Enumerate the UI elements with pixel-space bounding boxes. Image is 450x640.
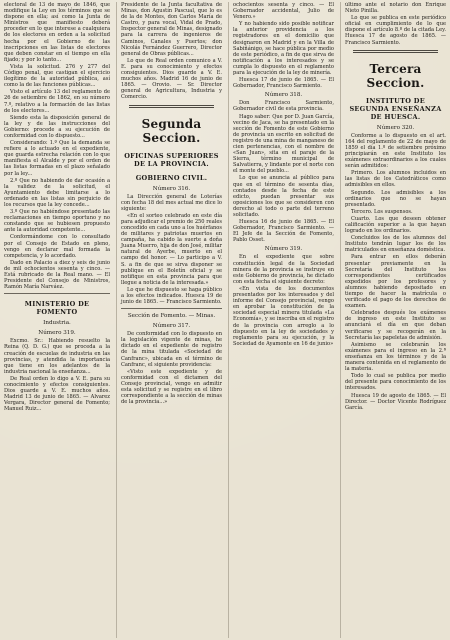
paragraph: Dado en Palacio a diez y seis de junio de mil ochocientos sesenta y cinco. — Está rubricado de la Real mano. — El Presidente del Consejo de Ministros, Ramón María Narváez. [4,259,110,291]
section-title: Segunda Seccion. [141,116,202,145]
divider [129,105,214,108]
paragraph: Huesca 19 de agosto de 1865. — El Director. — Doctor Vicente Rodríguez García. [345,392,446,411]
paragraph: Celebrados después los exámenes de ingreso en este Instituto se anunciará el día en que deban verificarse y se recogerán en la Secretaría las papeletas de admisión. [345,310,446,341]
paragraph: Presidente de la Junta facultativa de Minas, don Agustín Pascual, que lo es de la de Montes, don Carlos María de Castro, y para vocal, Vidal de Prado, Inspector general de Minas, designado para la carrera de ingenieros de Caminos, Canales y Puertos; don Nicolás Fernández Guerrero, Director general de Obras públicas... [121,2,222,57]
paragraph: 3.º Que no habiéndose presentado las reclamaciones en tiempo oportuno y no constando que se hubiesen propuesto ante la autoridad competente... [4,209,110,234]
section-heading: GOBIERNO CIVIL. [135,173,208,182]
paragraph: Visto el artículo 13 del reglamento de 26 de setiembre de 1862, en su número 7.º, relativo a la formación de las listas de los electores... [4,89,110,114]
paragraph: Conforme a lo dispuesto en el art. 164 del reglamento de 22 de mayo de 1859 el día 1.º de setiembre próximo principiarán en este Instituto los exámenes extraordinarios a los cuales serán admitidos: [345,132,446,170]
section-heading: OFICINAS SUPERIORES DE LA PROVINCIA. [124,151,219,168]
paragraph: Lo que se publica en este periódico oficial en cumplimiento de lo que dispone el artículo 8.º de la citada Ley. Huesca 17 de agosto de 1865. — Francisco Sarmiento. [345,15,446,46]
paragraph: Concluidos los de los alumnos del Instituto tendrán lugar los de los matriculados en enseñanza doméstica. [345,235,446,254]
paragraph: Huesca 17 de junio de 1865. — El Gobernador, Francisco Sarmiento. [233,77,334,90]
divider [4,293,110,294]
paragraph: Lo que he dispuesto se haga público a los efectos indicados. Huesca 19 de junio de 1865. — Francisco Sarmiento. [121,286,222,306]
paragraph: De conformidad con lo dispuesto en la legislación vigente de minas, he dictado en el expediente de registro de la mina titulada «Sociedad de Canfranc», ubicada en el término de Canfranc, el siguiente providencia: [121,331,222,368]
column-2 [116,2,222,638]
item-number: Número 317. [152,323,191,330]
item-number: Número 320. [376,124,415,131]
paragraph: Conformándome con lo consultado por el Consejo de Estado en pleno, vengo en declarar mal formada la competencia, y lo acordado. [4,234,110,259]
paragraph: último ante el notario don Enrique Nieto Pinilla. [345,2,446,15]
paragraph: Excmo. Sr.: Habiendo resuelto la Reina (Q. D. G.) que se proceda a la creación de escuelas de industria en las provincias, y atendida la importancia que tiene en los adelantos de la industria nacional la enseñanza... [4,338,110,375]
paragraph: Considerando: 1.º Que la demanda se refiere a lo actuado en el expediente, que guarda estrecha relación con lo que manifiesta el Alcalde y por el orden de las listas formadas en el plazo señalado por la ley... [4,140,110,177]
section-title: Tercera Seccion. [366,61,425,90]
paragraph: Huesca 16 de junio de 1865. — El Gobernador, Francisco Sarmiento. — El Jefe de la Sección de Fomento, Pablo Osset. [233,219,334,244]
paragraph: Siendo esta la disposición general de la ley y de las instrucciones del Gobierno: procede a su ejecución de conformidad con lo dispuesto... [4,114,110,139]
paragraph: 2.º Que no habiendo de dar ocasión a la validez de la solicitud, el Ayuntamiento debe limitarse a lo ordenado en las listas sin perjuicio de los recursos que la ley concede... [4,177,110,208]
paragraph: Segundo. Los admisibles a los ordinarios que no se hayan presentado. [345,189,446,208]
section-heading: MINISTERIO DE FOMENTO [24,300,90,317]
paragraph: Todo lo cual se publica por medio del presente para conocimiento de los interesados. [345,373,446,392]
paragraph: De Real orden lo digo a V. E. para su conocimiento y efectos consiguientes. Dios guarde a V. E. muchos años. Madrid 13 de junio de 1865. — Alvarez Vergara, Director general de Fomento; Manuel Ruiz... [4,375,110,413]
paragraph: «Visto este expediente y de conformidad con el dictamen del Consejo provincial, vengo en admitir esta solicitud y se registre en el libro correspondiente a la sección de minas de la provincia...» [121,368,222,406]
divider [353,50,438,53]
column-4 [340,2,446,638]
paragraph: ochocientos sesenta y cinco. — El Gobernador accidental, Julio de Venero.» [233,2,334,21]
divider [121,308,222,309]
item-number: Número 316. [152,185,191,192]
paragraph: «En vista de los documentos presentados por los interesados y del informe del Consejo provincial, vengo en aprobar la constitución de la sociedad especial minera titulada «La Economía», y se inscriba en el registro de la provincia con arreglo a lo dispuesto en la ley de sociedades y reglamento para su ejecución, y la Sociedad de Ayamonte en 16 de junio» [233,285,334,347]
paragraph: Don Francisco Sarmiento, Gobernador civil de esta provincia. [233,100,334,113]
paragraph: Asimismo se celebrarán los exámenes para el ingreso en la 2.ª enseñanza en los términos y de la manera contenida en el reglamento de la materia. [345,341,446,373]
paragraph: En el expediente que sobre constitución legal de la Sociedad minera de la provincia se instruye en este Gobierno de provincia, he dictado con esta fecha el siguiente decreto: [233,254,334,285]
subsection-heading: Sección de Fomento. — Minas. [127,313,216,320]
paragraph: Lo que se anuncia al público para que en el término de sesenta días, contados desde la fecha de este edicto, puedan presentar sus oposiciones los que se consideren con derecho al todo o parte del terreno solicitado. [233,175,334,218]
paragraph: Y no habiendo sido posible notificar la anterior providencia a los registradores en el domicilio que designaron en Madrid y en la Villa de Sabiñánigo, se hace pública por medio de este periódico, a fin de que sirva de notificación a los interesados y se cumpla lo dispuesto en el reglamento para la ejecución de la ley de minería. [233,21,334,77]
subsection-heading: Industria. [43,320,71,327]
paragraph: Vista la solicitud. 276 y 277 del Código penal, que castigan el ejercicio ilegítimo de la autoridad pública, así como la de las funciones públicas... [4,63,110,89]
item-number: Número 318. [264,92,303,99]
paragraph: La Dirección general de Loterías con fecha 18 del mes actual me dice lo siguiente: [121,193,222,212]
paragraph: Para entrar en ellos deberán presentar previamente en la Secretaría del Instituto los correspondientes certificados expedidos por los profesores y alumnos habiendo depositado en tiempo de hacer la matrícula o verificado el pago de los derechos de examen. [345,254,446,310]
paragraph: Hago saber: Que por D. Juan García, vecino de Jaca, se ha presentado en la sección de Fomento de este Gobierno de provincia un escrito en solicitud de registro de una mina de manganeso de cien pertenencias, con el nombre de «San Juan», sita en el paraje de la Sierra, término municipal de Salvatierra, y lindante por el norte con el monte del pueblo... [233,113,334,175]
item-number: Número 319. [38,330,76,337]
paragraph: Cuarto. Los que deseen obtener calificación superior a la que hayan logrado en los ordinarios. [345,215,446,235]
item-number: Número 319. [264,246,303,253]
section-heading: INSTITUTO DE SEGUNDA ENSEÑANZA DE HUESCA. [349,96,442,121]
column-3 [228,2,334,638]
paragraph: Tercero. Los suspensos. [351,208,413,215]
paragraph: «En el sorteo celebrado en este día para adjudicar el premio de 250 reales concedido en cada uno a los huérfanos de militares y patriotas muertos en campaña, ha cabido la suerte a doña Juana Muerro, hija de don José, militar natural de Ayerbe, muerto en el campo del honor. — Lo participo a V. S. a fin de que se sirva disponer se publique en el Boletín oficial y se notifique en esta provincia para que llegue a noticia de la interesada.» [121,212,222,286]
column-1 [4,2,110,638]
paragraph: Primero. Los alumnos incluidos en las listas de los Catedráticos como admisibles en ellos. [345,170,446,189]
paragraph: electoral de 13 de mayo de 1846, que modifique la Ley en los términos que se dispone en ella; así como la Junta de Ministros que manifiesto deberá proceder en lo que interese a cualquiera de los electores en orden a la solicitud hecha por el Gobierno de las inscripciones en las listas de electores que deben constar en el tiempo en ella fijado; y por lo tanto... [4,2,110,63]
paragraph: Lo que de Real orden comunico a V. E. para su conocimiento y efectos consiguientes. Dios guarde a V. E. muchos años. Madrid 16 de junio de 1865. — Orovio. — Sr. Director general de Agricultura, Industria y Comercio. [121,57,222,101]
